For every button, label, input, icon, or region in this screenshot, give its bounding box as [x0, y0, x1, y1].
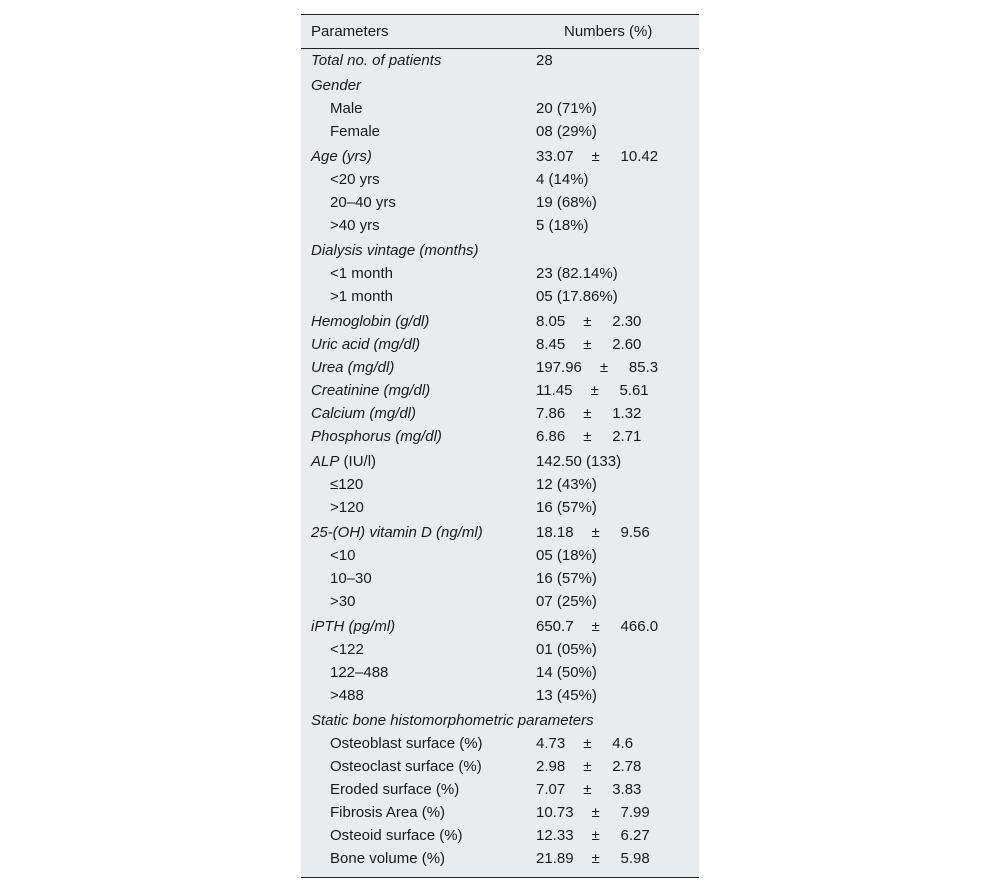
row-sd: 466.0 [620, 618, 659, 635]
table-row [301, 52, 699, 72]
row-label: <20 yrs [330, 171, 380, 188]
row-sd: 3.83 [612, 781, 642, 798]
table-row [301, 265, 699, 285]
row-label: Female [330, 123, 381, 140]
row-mean: 18.18 [536, 524, 574, 541]
row-sd: 9.56 [620, 524, 650, 541]
table-row [301, 77, 699, 97]
row-mean: 12.33 [536, 827, 574, 844]
table-row [301, 804, 699, 824]
row-label: Hemoglobin (g/dl) [311, 313, 430, 330]
table-row [301, 217, 699, 237]
row-label: ALP (IU/l) [311, 453, 377, 470]
row-mean: 8.45 [536, 336, 566, 353]
row-value: 08 (29%) [536, 123, 597, 140]
row-label: Bone volume (%) [330, 850, 446, 867]
row-sd: 5.61 [619, 382, 649, 399]
row-mean: 21.89 [536, 850, 574, 867]
row-sd: 10.42 [620, 148, 659, 165]
row-plus-minus: ± [590, 382, 599, 399]
table-header [301, 15, 699, 49]
row-mean: 197.96 [536, 359, 582, 376]
row-label: Phosphorus (mg/dl) [311, 428, 442, 445]
table-row [301, 171, 699, 191]
row-label: 25-(OH) vitamin D (ng/ml) [311, 524, 483, 541]
row-plus-minus: ± [591, 524, 600, 541]
row-plus-minus: ± [583, 428, 592, 445]
table-row [301, 641, 699, 661]
row-label: Age (yrs) [311, 148, 372, 165]
row-sd: 2.30 [612, 313, 642, 330]
table-row [301, 758, 699, 778]
row-mean: 33.07 [536, 148, 574, 165]
row-label: >120 [330, 499, 364, 516]
header-numbers: Numbers (%) [564, 23, 653, 40]
table-row [301, 288, 699, 308]
table-row [301, 194, 699, 214]
row-mean: 10.73 [536, 804, 574, 821]
row-plus-minus: ± [583, 781, 592, 798]
table-row [301, 827, 699, 847]
row-sd: 6.27 [620, 827, 650, 844]
row-value: 05 (17.86%) [536, 288, 618, 305]
row-value: 14 (50%) [536, 664, 597, 681]
row-plus-minus: ± [583, 758, 592, 775]
table-row [301, 242, 699, 262]
table-row [301, 664, 699, 684]
table-row [301, 499, 699, 519]
table-row [301, 428, 699, 448]
row-label: Gender [311, 77, 362, 94]
row-value: 16 (57%) [536, 499, 597, 516]
row-label: Uric acid (mg/dl) [311, 336, 421, 353]
row-plus-minus: ± [591, 148, 600, 165]
table-row [301, 148, 699, 168]
row-label: >40 yrs [330, 217, 380, 234]
table-row [301, 547, 699, 567]
table-row [301, 524, 699, 544]
header-parameters: Parameters [311, 23, 389, 40]
row-label: Calcium (mg/dl) [311, 405, 417, 422]
row-value: 19 (68%) [536, 194, 597, 211]
row-value: 28 [536, 52, 553, 69]
row-mean: 8.05 [536, 313, 566, 330]
table-row [301, 313, 699, 333]
row-label: <10 [330, 547, 356, 564]
row-label: Osteoclast surface (%) [330, 758, 482, 775]
row-sd: 85.3 [628, 359, 659, 376]
row-label-unit: (IU/l) [339, 453, 377, 470]
table-row [301, 453, 699, 473]
row-sd: 5.98 [620, 850, 650, 867]
row-value: 12 (43%) [536, 476, 597, 493]
row-value: 13 (45%) [536, 687, 597, 704]
row-label: Static bone histomorphometric parameters [311, 712, 594, 729]
row-label: 20–40 yrs [330, 194, 396, 211]
row-label: <1 month [330, 265, 393, 282]
row-mean: 2.98 [536, 758, 566, 775]
row-label: Male [330, 100, 363, 117]
row-plus-minus: ± [583, 735, 592, 752]
row-plus-minus: ± [583, 313, 592, 330]
row-label: ≤120 [330, 476, 364, 493]
row-mean: 7.07 [536, 781, 566, 798]
table-row [301, 382, 699, 402]
table-row [301, 570, 699, 590]
table-row [301, 593, 699, 613]
row-label: <122 [330, 641, 364, 658]
row-plus-minus: ± [591, 618, 600, 635]
row-plus-minus: ± [583, 405, 592, 422]
table-row [301, 687, 699, 707]
row-label: 10–30 [330, 570, 372, 587]
row-label: >30 [330, 593, 356, 610]
row-plus-minus: ± [599, 359, 609, 376]
table-row [301, 850, 699, 870]
row-mean: 650.7 [536, 618, 574, 635]
row-label: Osteoblast surface (%) [330, 735, 483, 752]
table-row [301, 359, 699, 379]
row-label: iPTH (pg/ml) [311, 618, 396, 635]
row-value: 20 (71%) [536, 100, 597, 117]
table-row [301, 123, 699, 143]
row-sd: 1.32 [612, 405, 642, 422]
row-value: 4 (14%) [536, 171, 589, 188]
row-value: 07 (25%) [536, 593, 597, 610]
row-label: Dialysis vintage (months) [311, 242, 479, 259]
row-label: 122–488 [330, 664, 389, 681]
table-row [301, 618, 699, 638]
row-plus-minus: ± [591, 850, 600, 867]
table-row [301, 405, 699, 425]
row-sd: 4.6 [612, 735, 634, 752]
row-sd: 7.99 [620, 804, 650, 821]
row-value: 16 (57%) [536, 570, 597, 587]
row-label: Eroded surface (%) [330, 781, 460, 798]
row-sd: 2.78 [612, 758, 642, 775]
row-value: 01 (05%) [536, 641, 597, 658]
table-row [301, 336, 699, 356]
table-row [301, 735, 699, 755]
row-value: 05 (18%) [536, 547, 597, 564]
row-label: Osteoid surface (%) [330, 827, 463, 844]
row-label: Fibrosis Area (%) [330, 804, 446, 821]
row-label: >488 [330, 687, 364, 704]
row-value: 5 (18%) [536, 217, 589, 234]
table-row [301, 781, 699, 801]
row-label: Urea (mg/dl) [311, 359, 395, 376]
row-sd: 2.71 [612, 428, 642, 445]
table-row [301, 100, 699, 120]
row-label: Total no. of patients [311, 52, 442, 69]
row-value: 23 (82.14%) [536, 265, 618, 282]
row-mean: 6.86 [536, 428, 566, 445]
row-mean: 11.45 [536, 382, 573, 399]
row-mean: 7.86 [536, 405, 566, 422]
row-plus-minus: ± [583, 336, 592, 353]
row-value: 142.50 (133) [536, 453, 622, 470]
row-mean: 4.73 [536, 735, 566, 752]
table-row [301, 712, 699, 732]
row-sd: 2.60 [612, 336, 642, 353]
row-plus-minus: ± [591, 827, 600, 844]
data-table [301, 14, 699, 878]
row-label: >1 month [330, 288, 393, 305]
row-label: Creatinine (mg/dl) [311, 382, 431, 399]
table-row [301, 476, 699, 496]
row-plus-minus: ± [591, 804, 600, 821]
